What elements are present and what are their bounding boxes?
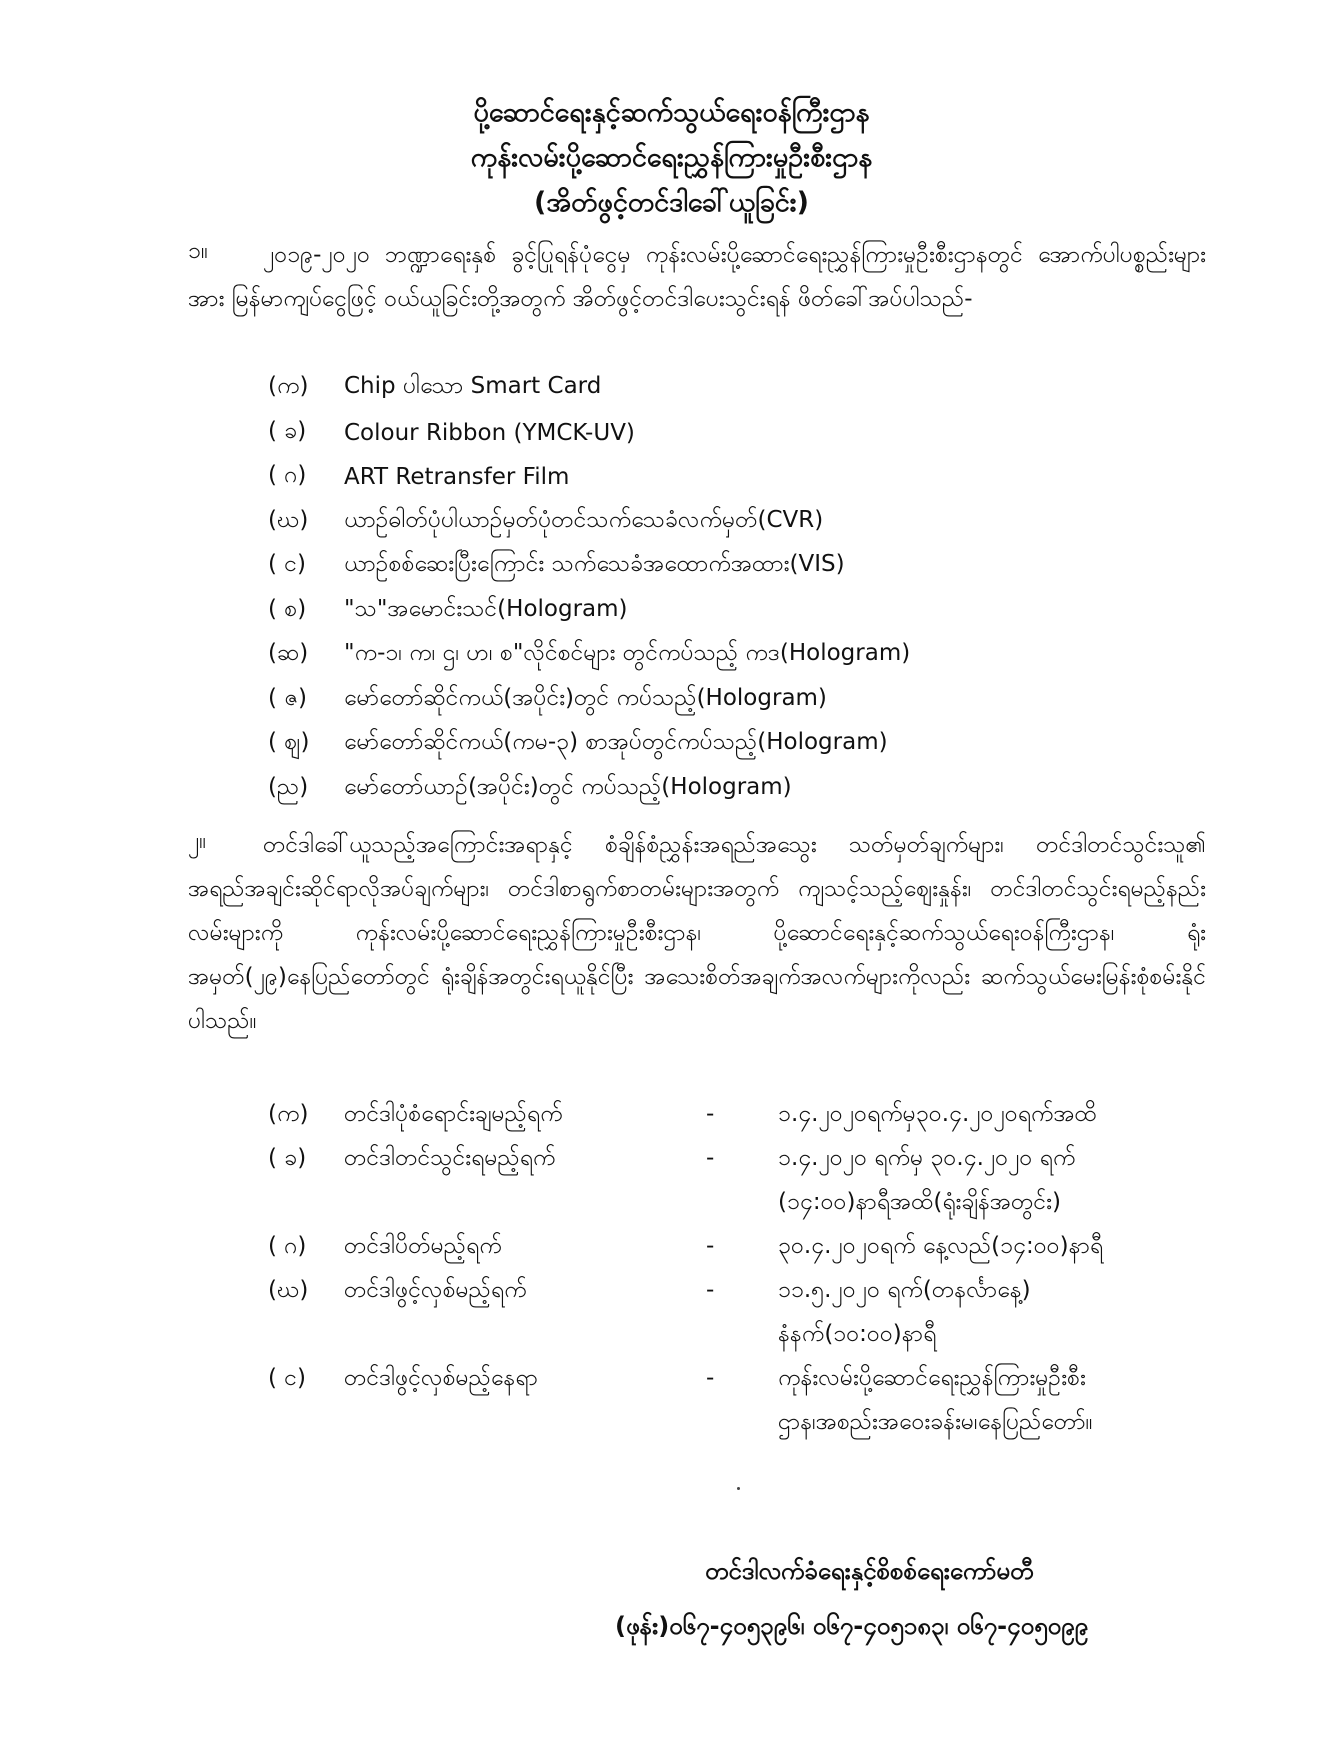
list-item [268, 589, 1168, 634]
schedule-value [778, 1356, 1218, 1444]
list-item-marker: ( ဇ) [268, 684, 307, 711]
list-item-label: မော်တော်ဆိုင်ကယ်(အပိုင်း)တွင် ကပ်သည့်(Hologram) [344, 684, 827, 711]
schedule-row [268, 1356, 1218, 1444]
schedule-label: တင်ဒါဖွင့်လှစ်မည့်နေရာ [344, 1365, 538, 1391]
schedule-value-line: ၁၁.၅.၂၀၂၀ ရက်(တနင်္လာနေ့) [778, 1277, 1031, 1303]
contact-phones: (ဖုန်း)၀၆၇-၄၀၅၃၉၆၊ ၀၆၇-၄၀၅၁၈၃၊ ၀၆၇-၄၀၅၀၉၉ [615, 1612, 1089, 1640]
list-item [268, 722, 1168, 767]
department-heading: ကုန်းလမ်းပို့ဆောင်ရေးညွှန်ကြားမှုဦးစီးဌာန [470, 142, 873, 173]
list-item [268, 544, 1168, 589]
list-item-label: ယာဉ်ဓါတ်ပုံပါယာဉ်မှတ်ပုံတင်သက်သေခံလက်မှတ်(CVR) [344, 506, 824, 533]
schedule-label: တင်ဒါဖွင့်လှစ်မည့်ရက် [344, 1277, 527, 1303]
schedule-marker: ( င) [268, 1365, 307, 1391]
schedule-dash: - [706, 1145, 715, 1171]
list-item [268, 678, 1168, 723]
schedule-row [268, 1136, 1218, 1224]
schedule-value-line: (၁၄:၀၀)နာရီအထိ(ရုံးချိန်အတွင်း) [778, 1189, 1061, 1215]
list-item-marker: (ည) [268, 773, 309, 800]
schedule-value-line: ၁.၄.၂၀၂၀ရက်မှ၃၀.၄.၂၀၂၀ရက်အထိ [778, 1101, 1097, 1127]
schedule-dash: - [706, 1233, 715, 1259]
list-item-label: မော်တော်ဆိုင်ကယ်(ကမ-၃) စာအုပ်တွင်ကပ်သည့်(Hologram) [344, 729, 888, 756]
schedule-dash: - [706, 1365, 715, 1391]
schedule-dash: - [706, 1101, 715, 1127]
list-item-marker: (က) [268, 373, 309, 400]
schedule-marker: (က) [268, 1101, 309, 1127]
list-item-marker: ( ခ) [268, 417, 307, 444]
list-item [268, 633, 1168, 678]
notice-title: (အိတ်ဖွင့်တင်ဒါခေါ်ယူခြင်း) [534, 187, 809, 218]
schedule-value [778, 1092, 1218, 1136]
schedule-value [778, 1136, 1218, 1224]
list-item-marker: (ဆ) [268, 640, 309, 667]
schedule-label: တင်ဒါတင်သွင်းရမည့်ရက် [344, 1145, 556, 1171]
list-item-marker: ( င) [268, 551, 307, 578]
list-item [268, 500, 1168, 545]
paragraph-1-number: ၁။ [188, 238, 208, 264]
schedule-value-line: ဌာန၊အစည်းအဝေးခန်းမ၊နေပြည်တော်။ [778, 1409, 1093, 1435]
list-item-label: "သ"အမောင်းသင်(Hologram) [344, 595, 628, 622]
schedule-value [778, 1268, 1218, 1356]
schedule-value-line: ၃၀.၄.၂၀၂၀ရက် နေ့လည်(၁၄:၀၀)နာရီ [778, 1233, 1104, 1259]
list-item-marker: ( စ) [268, 595, 307, 622]
schedule-value-line: ၁.၄.၂၀၂၀ ရက်မှ ၃၀.၄.၂၀၂၀ ရက် [778, 1145, 1076, 1171]
schedule-marker: ( ဂ) [268, 1233, 307, 1259]
scan-speck [737, 1487, 740, 1490]
list-item-label: Colour Ribbon (YMCK-UV) [344, 419, 635, 446]
paragraph-2-text: တင်ဒါခေါ်ယူသည့်အကြောင်းအရာနှင့် စံချိန်စံညွှန်းအရည်အသွေး သတ်မှတ်ချက်များ၊ တင်ဒါတင်သွင်းသူ၏ အရည်အချင်းဆိုင်ရာလိုအပ်ချက်များ၊ တင်ဒါစာရွက်စာတမ်းများအတွက် ကျသင့်သည့်ဈေးနှုန်း၊ တင်ဒါတင်သွင်းရမည့်နည်းလမ်းများကို ကုန်းလမ်းပို့ဆောင်ရေးညွှန်ကြားမှုဦးစီးဌာန၊ ပို့ဆောင်ရေးနှင့်ဆက်သွယ်ရေးဝန်ကြီးဌာန၊ ရုံးအမှတ်(၂၉)နေပြည်တော်တွင် ရုံးချိန်အတွင်းရယူနိုင်ပြီး အသေးစိတ်အချက်အလက်များကိုလည်း ဆက်သွယ်မေးမြန်းစုံစမ်းနိုင်ပါသည်။ [188, 832, 1206, 1034]
list-item-label: ART Retransfer Film [344, 464, 570, 491]
schedule-row [268, 1268, 1218, 1356]
list-item-label: မော်တော်ယာဉ်(အပိုင်း)တွင် ကပ်သည့်(Hologram) [344, 773, 792, 800]
schedule-value-line: နံနက်(၁၀:၀၀)နာရီ [778, 1321, 937, 1347]
schedule-value-line: ကုန်းလမ်းပို့ဆောင်ရေးညွှန်ကြားမှုဦးစီး [778, 1365, 1086, 1391]
paragraph-2-number: ၂။ [188, 828, 207, 854]
schedule-label: တင်ဒါပုံစံရောင်းချမည့်ရက် [344, 1101, 563, 1127]
list-item-label: "က-၁၊ က၊ ဌ၊ ဟ၊ စ"လိုင်စင်များ တွင်ကပ်သည့် ကဒ(Hologram) [344, 640, 911, 667]
tender-schedule [268, 1092, 1218, 1444]
list-item-label: ယာဉ်စစ်ဆေးပြီးကြောင်း သက်သေခံအထောက်အထား(VIS) [344, 551, 845, 578]
ministry-heading: ပို့ဆောင်ရေးနှင့်ဆက်သွယ်ရေးဝန်ကြီးဌာန [473, 97, 870, 128]
item-list [268, 366, 1168, 811]
list-item-marker: (ဃ) [268, 506, 309, 533]
list-item [268, 455, 1168, 500]
schedule-row [268, 1092, 1218, 1136]
schedule-marker: ( ခ) [268, 1145, 307, 1171]
committee-signature: တင်ဒါလက်ခံရေးနှင့်စိစစ်ရေးကော်မတီ [705, 1557, 1034, 1585]
list-item-label: Chip ပါသော Smart Card [344, 373, 602, 400]
list-item-marker: ( ဈ) [268, 729, 310, 756]
list-item [268, 366, 1168, 411]
paragraph-1-text: ၂၀၁၉-၂၀၂၀ ဘဏ္ဍာရေးနှစ် ခွင့်ပြုရန်ပုံငွေမှ ကုန်းလမ်းပို့ဆောင်ရေးညွှန်ကြားမှုဦးစီးဌာနတွင် အောက်ပါပစ္စည်းများအား မြန်မာကျပ်ငွေဖြင့် ဝယ်ယူခြင်းတို့အတွက် အိတ်ဖွင့်တင်ဒါပေးသွင်းရန် ဖိတ်ခေါ်အပ်ပါသည်- [188, 242, 1206, 312]
schedule-marker: (ဃ) [268, 1277, 309, 1303]
list-item [268, 411, 1168, 456]
schedule-label: တင်ဒါပိတ်မည့်ရက် [344, 1233, 502, 1259]
list-item-marker: ( ဂ) [268, 462, 307, 489]
schedule-value [778, 1224, 1218, 1268]
schedule-row [268, 1224, 1218, 1268]
list-item [268, 767, 1168, 812]
schedule-dash: - [706, 1277, 715, 1303]
